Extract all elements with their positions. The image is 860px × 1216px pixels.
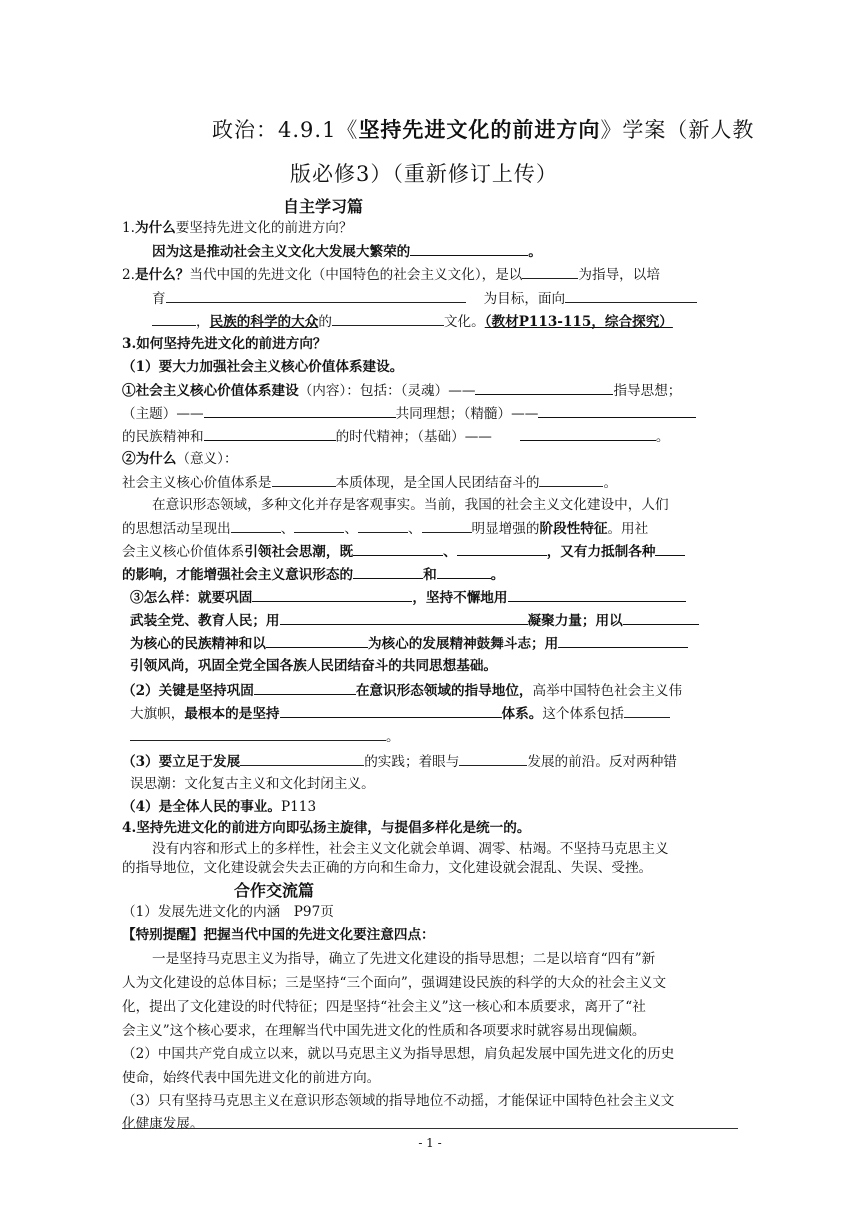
q4-line2: 的指导地位，文化建设就会失去正确的方向和生命力，文化建设就会混乱、失误、受挫。 [122,860,653,876]
blank [539,472,603,487]
q3-p2d-bold1: 引领社会思潮，既 [244,544,354,560]
q3-p2d-a: 会主义核心价值体系 [122,544,245,560]
q3-key2 [130,703,750,724]
q3-k-a: （2）关键是坚持巩固 [122,683,254,699]
q3-point1: （1）要大力加强社会主义核心价值体系建设。 [122,359,404,375]
blank [459,751,527,766]
question-3-title: 3.如何坚持先进文化的前进方向？ [122,336,327,352]
q3-p1b-b: 共同理想；（精髓）—— [395,406,539,422]
blank [332,311,444,326]
blank [624,703,670,718]
q3-p1a-text: （内容）：包括：（灵魂）—— [298,383,476,399]
blank [520,426,656,441]
q3-k-b: 在意识形态领域的指导地位， [355,683,533,699]
q3-p2c-bold: 阶段性特征 [539,521,608,537]
blank [231,518,281,533]
q4-line1: 没有内容和形式上的多样性，社会主义文化就会单调、凋零、枯竭。不坚持马克思主义 [152,841,669,857]
coop-item-2b: 使命，始终代表中国先进文化的前进方向。 [122,1070,381,1086]
q3-p2e-bold2: 和 [423,567,437,583]
blank [522,264,578,279]
blank [204,403,396,418]
q3-p2c-b: 明显增强的 [471,521,540,537]
q3-k2-a: 大旗帜， [130,706,185,722]
q3-key [122,680,742,701]
sep: 、 [443,544,457,560]
q3-p2d-bold2: ，又有力抵制各种 [546,544,656,560]
blank [565,288,697,303]
q2-text2: 为指导，以培 [578,267,660,283]
q1-answer-text: 因为这是推动社会主义文化大发展大繁荣的 [152,244,411,260]
q3-p1c-b: 的时代精神；（基础）—— [335,429,492,445]
q3-p4-text: P113 [281,799,317,815]
blank [252,587,412,602]
blank [204,426,336,441]
q3-point3c [130,633,750,654]
blank [266,633,368,648]
q3-p4-bold: （4）是全体人民的事业。 [122,799,281,815]
q3-d-b: 发展的前沿。反对两种错 [527,754,677,770]
blank [358,518,408,533]
q3-k-c: 高举中国特色社会主义伟 [532,683,683,699]
blank [280,703,502,718]
footer-divider [122,1128,738,1129]
blank [457,541,547,556]
q3-point2d [122,541,742,562]
title-prefix: 政治：4.9.1《 [212,118,359,142]
blank [254,680,356,695]
q3-p3c-b: 为核心的发展精神鼓舞斗志；用 [367,636,559,652]
q2-line3-a: ， [196,314,210,330]
blank [538,403,696,418]
coop-tip-line3: 化，提出了文化建设的时代特征；四是坚持“社会主义”这一核心和本质要求，离开了“社 [122,999,646,1015]
q3-point4 [122,797,742,817]
q3-p2c-a: 的思想活动呈现出 [122,521,231,537]
title-suffix: 》学案（新人教 [600,118,755,142]
coop-item-3a: （3）只有坚持马克思主义在意识形态领域的指导地位不动摇，才能保证中国特色社会主义文 [122,1093,675,1109]
q3-develop2: 误思潮：文化复古主义和文化封闭主义。 [130,776,375,792]
q3-k2-b: 体系。 [501,706,543,722]
coop-item-2a: （2）中国共产党自成立以来，就以马克思主义为指导思想，肩负起发展中国先进文化的历史 [122,1046,675,1062]
coop-item-1: （1）发展先进文化的内涵 P97页 [122,904,334,920]
blank [353,564,423,579]
q2-line3-ref: （教材P113-115，综合探究） [484,314,673,330]
sep: 、 [344,521,358,537]
blank [240,751,364,766]
q3-point2 [122,449,742,469]
q2-number: 2. [122,267,135,283]
q3-point3b [130,610,750,631]
q3-p3c-a: 为核心的民族精神和以 [130,636,266,652]
q2-line3-c: 文化。 [443,314,485,330]
q3-p2-text: （意义）： [176,451,238,467]
blank [130,726,386,741]
blank [655,541,685,556]
q3-p3-b: ，坚持不懈地用 [412,590,508,606]
q3-p2a-a: 社会主义核心价值体系是 [122,475,272,491]
document-title-line2: 版必修3）（重新修订上传） [290,162,558,186]
q3-p2a-c: 。 [603,475,618,491]
blank [152,311,196,326]
question-4-title: 4.坚持先进文化的前进方向即弘扬主旋律，与提倡多样化是统一的。 [122,820,531,836]
q3-d-bold: （3）要立足于发展 [122,754,241,770]
blank [166,288,466,303]
q3-point2b: 在意识形态领域，多种文化并存是客观事实。当前，我国的社会主义文化建设中，人们 [152,497,669,513]
q3-p2-bold: ②为什么 [122,451,177,467]
q3-d-a: 的实践；着眼与 [364,754,460,770]
coop-tip-line2: 人为文化建设的总体目标；三是坚持“三个面向”，强调建设民族的科学的大众的社会主义文 [122,975,667,991]
q3-point1b [122,403,742,424]
q3-p1c-c: 。 [655,429,670,445]
blank [437,564,491,579]
q3-point2a [122,472,742,493]
q1-answer [152,241,772,262]
q3-point1a [122,380,742,401]
coop-tip: 【特别提醒】把握当代中国的先进文化要注意四点： [122,927,435,943]
page-number: - 1 - [418,1136,442,1150]
q3-p3b-b: 凝聚力量；用以 [527,613,623,629]
q1-bold: 为什么 [134,220,176,236]
q3-point3 [130,587,750,608]
sep: 、 [280,521,295,537]
question-1 [122,218,742,238]
q3-p1b-a: （主题）—— [122,406,204,422]
q3-p2c-c: 。用社 [607,521,649,537]
blank [353,541,443,556]
q3-p3-a: ③怎么样：就要巩固 [130,590,253,606]
question-2 [122,264,742,285]
coop-item-3b: 化健康发展。 [122,1116,204,1132]
q2-line2-b: 为目标，面向 [483,291,566,307]
section-heading-self-study: 自主学习篇 [283,197,364,216]
q2-line3 [152,311,772,332]
q3-point1c [122,426,742,447]
q2-line3-b: 的 [318,314,332,330]
q2-line3-bold: 民族的科学的大众 [209,314,319,330]
blank [294,518,344,533]
coop-tip-line4: 会主义”这个核心要求，在理解当代中国先进文化的性质和各项要求时就容易出现偏颇。 [122,1023,646,1039]
q2-line2-a: 育 [152,291,166,307]
blank [475,380,613,395]
document-title-line1 [212,114,754,144]
q3-key3 [130,726,750,747]
blank [623,610,699,625]
q3-point3d: 引领风尚，巩固全党全国各族人民团结奋斗的共同思想基础。 [130,658,498,674]
q3-p2e-bold1: 的影响，才能增强社会主义意识形态的 [122,567,354,583]
q2-text1: 当代中国的先进文化（中国特色的社会主义文化），是以 [189,267,523,283]
q3-p1a-bold: ①社会主义核心价值体系建设 [122,383,299,399]
q3-point2e [122,564,742,585]
blank [280,610,528,625]
q3-p3b-a: 武装全党、教育人民；用 [130,613,280,629]
q3-point2c [122,518,742,539]
section-heading-cooperation: 合作交流篇 [234,881,315,900]
q2-bold: 是什么？ [134,267,190,283]
q1-text: 要坚持先进文化的前进方向？ [175,220,353,236]
blank [508,587,686,602]
q1-answer-end: 。 [528,244,542,260]
q3-p1a-end: 指导思想； [613,383,682,399]
blank [272,472,336,487]
q3-k2-c: 这个体系包括 [542,706,624,722]
blank [558,633,688,648]
sep: 、 [407,521,422,537]
q3-p2a-b: 本质体现，是全国人民团结奋斗的 [335,475,540,491]
q3-p2e-end: 。 [490,567,505,583]
q3-k2-bold: 最根本的是坚持 [184,706,280,722]
title-bold: 坚持先进文化的前进方向 [358,117,601,142]
coop-tip-line1: 一是坚持马克思主义为指导，确立了先进文化建设的指导思想；二是以培育“四有”新 [152,951,656,967]
q1-number: 1. [122,220,135,236]
q3-p1c-a: 的民族精神和 [122,429,204,445]
q2-line2 [152,288,772,309]
q3-develop [122,751,742,772]
blank [422,518,472,533]
blank [410,241,528,256]
q3-k3-end: 。 [386,729,400,745]
